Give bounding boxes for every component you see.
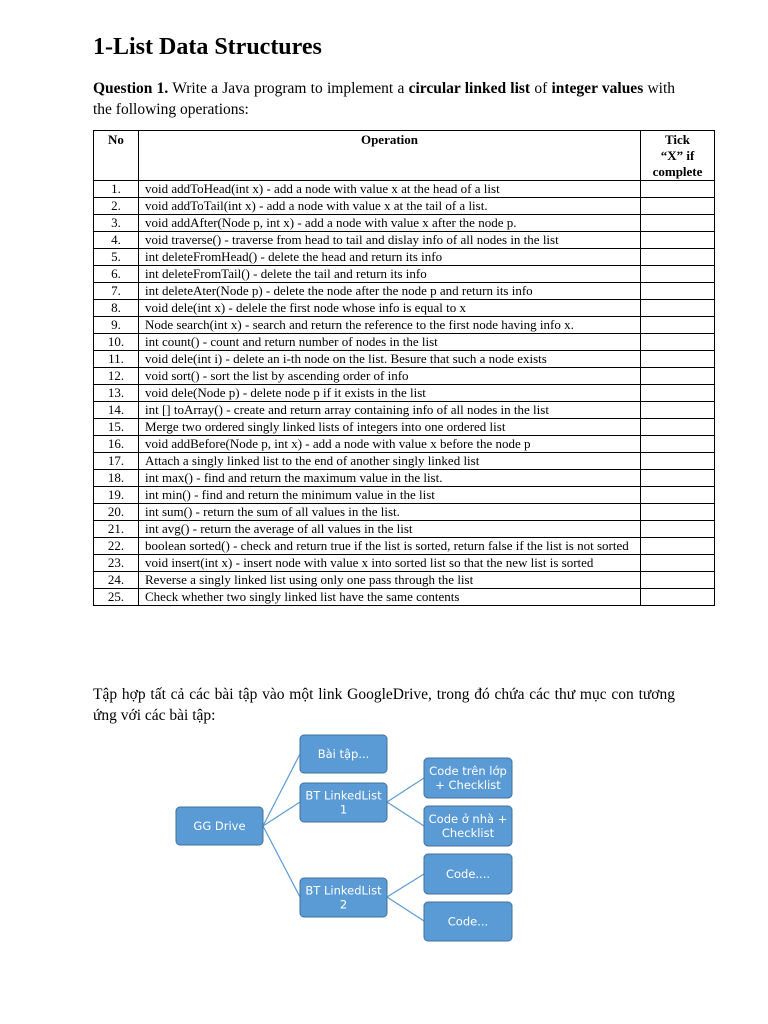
row-number: 13. <box>94 385 139 402</box>
footer-text: Tập hợp tất cả các bài tập vào một link GoogleDrive, trong đó chứa các thư mục con tương ứng với các bài tập: <box>93 686 675 724</box>
row-operation: void addBefore(Node p, int x) - add a node with value x before the node p <box>139 436 641 453</box>
row-operation: int sum() - return the sum of all values in the list. <box>139 504 641 521</box>
row-number: 21. <box>94 521 139 538</box>
row-number: 24. <box>94 572 139 589</box>
row-operation: Check whether two singly linked list have the same contents <box>139 589 641 606</box>
diagram-nodes <box>176 735 512 941</box>
row-operation: void insert(int x) - insert node with value x into sorted list so that the new list is sorted <box>139 555 641 572</box>
header-operation: Operation <box>139 131 641 181</box>
row-operation: Node search(int x) - search and return the reference to the first node having info x. <box>139 317 641 334</box>
row-operation: int count() - count and return number of nodes in the list <box>139 334 641 351</box>
question-bold-1: circular linked list <box>408 80 531 97</box>
edge-bt1-codenha <box>387 802 424 826</box>
row-number: 16. <box>94 436 139 453</box>
row-operation: int deleteAter(Node p) - delete the node after the node p and return its info <box>139 283 641 300</box>
row-number: 22. <box>94 538 139 555</box>
row-number: 14. <box>94 402 139 419</box>
question-bold-2: integer values <box>551 80 644 97</box>
row-number: 12. <box>94 368 139 385</box>
row-number: 6. <box>94 266 139 283</box>
row-operation: void dele(Node p) - delete node p if it exists in the list <box>139 385 641 402</box>
row-operation: Reverse a singly linked list using only one pass through the list <box>139 572 641 589</box>
edge-bt2-codea <box>387 874 424 897</box>
row-operation: int deleteFromTail() - delete the tail and return its info <box>139 266 641 283</box>
row-operation: Merge two ordered singly linked lists of integers into one ordered list <box>139 419 641 436</box>
row-number: 8. <box>94 300 139 317</box>
diagram-node-label: 2 <box>339 897 348 912</box>
row-operation: int avg() - return the average of all values in the list <box>139 521 641 538</box>
row-number: 20. <box>94 504 139 521</box>
row-number: 10. <box>94 334 139 351</box>
diagram-node-label: Code.... <box>445 867 491 881</box>
row-operation: int min() - find and return the minimum value in the list <box>139 487 641 504</box>
question-label: Question 1. <box>93 80 169 97</box>
row-operation: boolean sorted() - check and return true if the list is sorted, return false if the list is not sorted <box>139 538 641 555</box>
row-operation: void dele(int i) - delete an i-th node on the list. Besure that such a node exists <box>139 351 641 368</box>
row-operation: int max() - find and return the maximum value in the list. <box>139 470 641 487</box>
diagram-node-baitap <box>300 735 387 773</box>
row-number: 1. <box>94 181 139 198</box>
row-operation: void addAfter(Node p, int x) - add a node with value x after the node p. <box>139 215 641 232</box>
edge-bt2-codeb <box>387 897 424 921</box>
diagram-node-label: Code ở nhà + <box>428 812 508 826</box>
page-title: 1-List Data Structures <box>93 34 322 60</box>
diagram-node-label: BT LinkedList <box>305 883 382 898</box>
diagram-node-label: Bài tập... <box>317 747 370 761</box>
row-number: 9. <box>94 317 139 334</box>
diagram-node-bt1 <box>300 783 387 822</box>
diagram-node-code-b <box>424 902 512 941</box>
edge-root-bt2 <box>263 826 300 897</box>
diagram-node-label: Code... <box>447 914 489 929</box>
diagram-node-label: + Checklist <box>435 778 501 792</box>
diagram-node-code-nha <box>424 806 512 846</box>
diagram-node-bt2 <box>300 878 387 917</box>
diagram-node-label: 1 <box>339 802 348 817</box>
row-number: 25. <box>94 589 139 606</box>
diagram-node-label: GG Drive <box>193 819 246 833</box>
row-operation: int deleteFromHead() - delete the head and return its info <box>139 249 641 266</box>
header-tick: Tick “X” if complete <box>641 131 715 181</box>
row-operation: void traverse() - traverse from head to tail and dislay info of all nodes in the list <box>139 232 641 249</box>
header-no: No <box>94 131 139 181</box>
row-operation: void dele(int x) - delele the first node whose info is equal to x <box>139 300 641 317</box>
row-number: 19. <box>94 487 139 504</box>
row-number: 23. <box>94 555 139 572</box>
row-number: 17. <box>94 453 139 470</box>
diagram-node-label: Checklist <box>441 826 495 840</box>
question-text: Question 1. Write a Java program to implement a circular linked list of integer values with the following operations: <box>93 80 676 118</box>
row-operation: int [] toArray() - create and return array containing info of all nodes in the list <box>139 402 641 419</box>
row-operation: void addToTail(int x) - add a node with value x at the tail of a list. <box>139 198 641 215</box>
row-number: 7. <box>94 283 139 300</box>
diagram-node-code-lop <box>424 758 512 798</box>
row-number: 5. <box>94 249 139 266</box>
diagram-node-root <box>176 807 263 845</box>
diagram-node-label: Code trên lớp <box>429 764 507 778</box>
diagram-node-code-a <box>424 854 512 894</box>
row-number: 15. <box>94 419 139 436</box>
edge-bt1-codelop <box>387 778 424 802</box>
row-operation: void addToHead(int x) - add a node with value x at the head of a list <box>139 181 641 198</box>
diagram-node-label: BT LinkedList <box>305 788 382 803</box>
row-number: 4. <box>94 232 139 249</box>
row-number: 11. <box>94 351 139 368</box>
edge-root-baitap <box>263 754 300 826</box>
row-operation: Attach a singly linked list to the end of another singly linked list <box>139 453 641 470</box>
row-number: 3. <box>94 215 139 232</box>
row-number: 18. <box>94 470 139 487</box>
row-number: 2. <box>94 198 139 215</box>
row-operation: void sort() - sort the list by ascending order of info <box>139 368 641 385</box>
